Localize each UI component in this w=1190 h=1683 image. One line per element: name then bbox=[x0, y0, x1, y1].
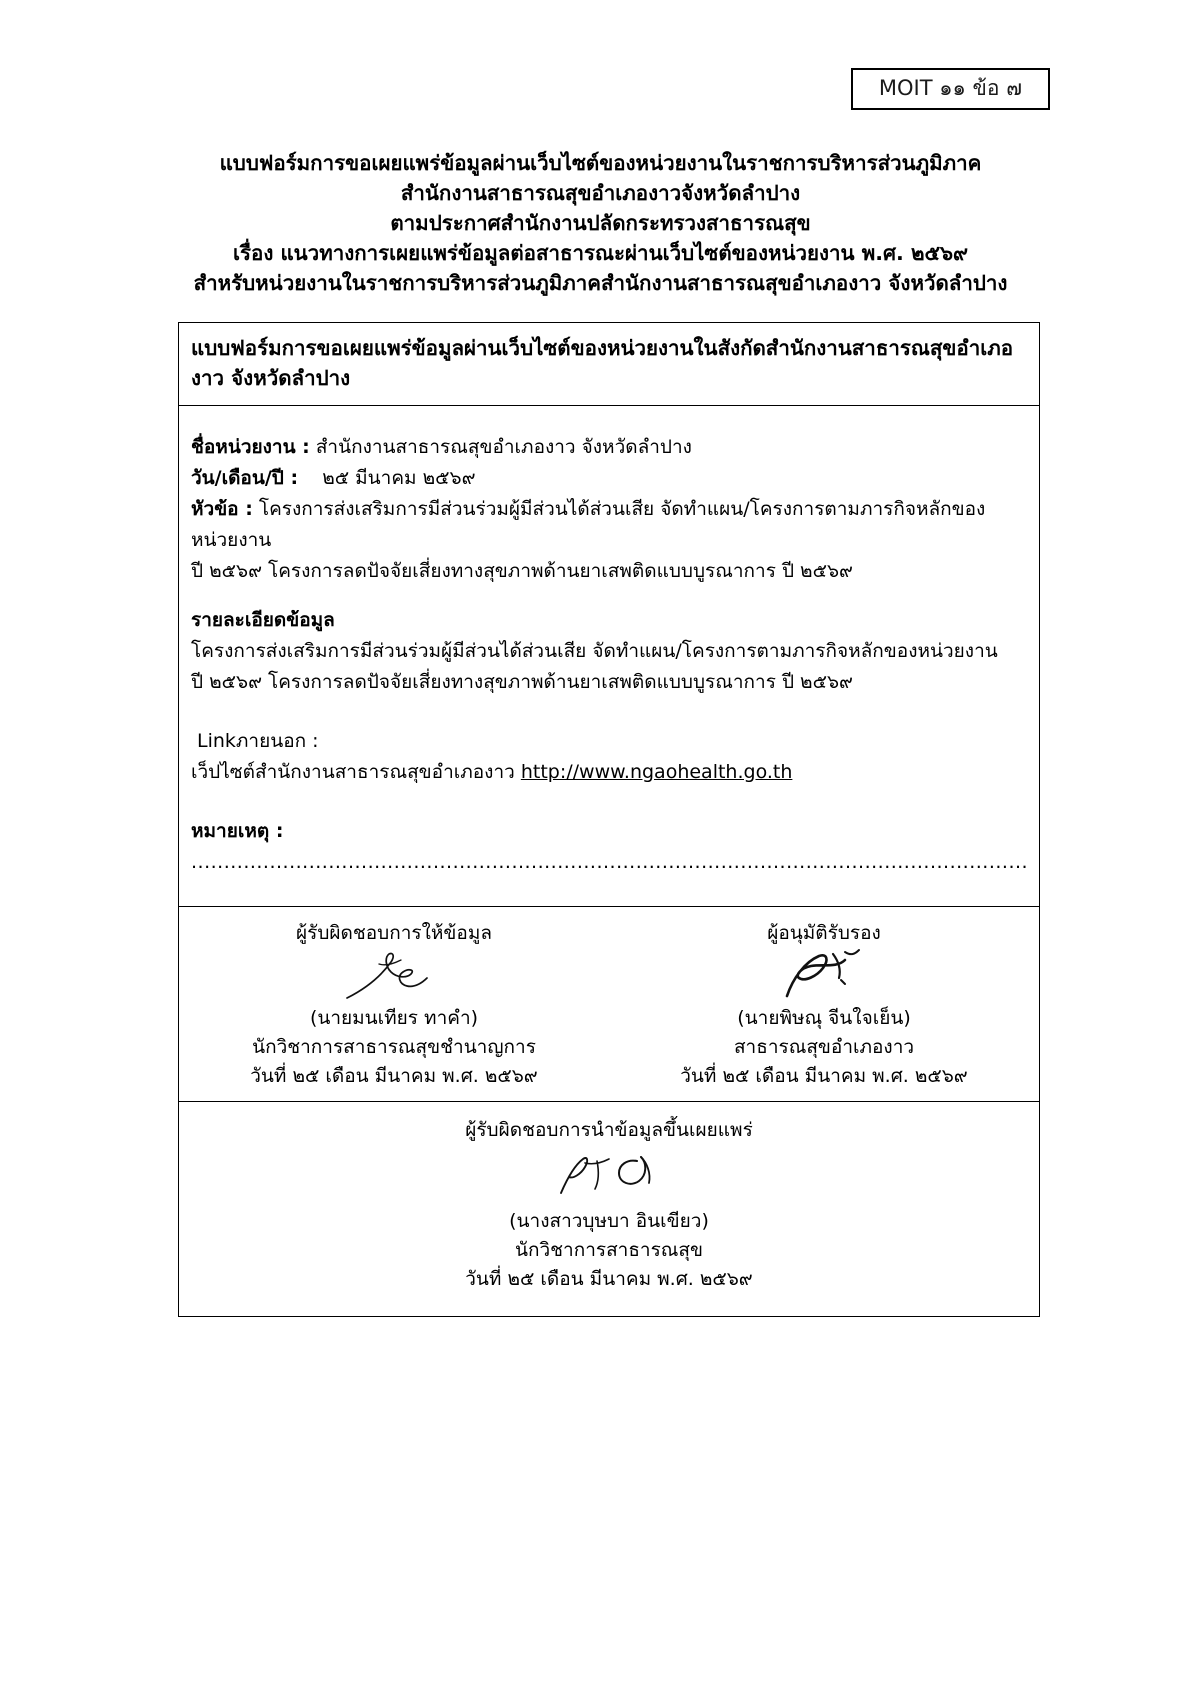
spacer bbox=[191, 878, 1027, 888]
approver-signature-image bbox=[617, 948, 1031, 1004]
document-heading bbox=[178, 148, 1023, 298]
note-label: หมายเหตุ : bbox=[191, 820, 284, 842]
publisher-position: นักวิชาการสาธารณสุข bbox=[514, 1239, 704, 1261]
form-box-title: แบบฟอร์มการขอเผยแพร่ข้อมูลผ่านเว็บไซต์ของหน่วยงานในสังกัดสำนักงานสาธารณสุขอำเภองาว จังหวัดลำปาง bbox=[179, 323, 1039, 406]
external-link-label: Linkภายนอก : bbox=[197, 730, 319, 752]
responsible-position: นักวิชาการสาธารณสุขชำนาญการ bbox=[252, 1036, 536, 1058]
topic-value-line-1: โครงการส่งเสริมการมีส่วนร่วมผู้มีส่วนได้ส่วนเสีย จัดทำแผน/โครงการตามภารกิจหลักของหน่วยงาน bbox=[191, 498, 986, 551]
heading-line-4: เรื่อง แนวทางการเผยแพร่ข้อมูลต่อสาธารณะผ่านเว็บไซต์ของหน่วยงาน พ.ศ. ๒๕๖๙ bbox=[232, 241, 969, 265]
heading-line-2: สำนักงานสาธารณสุขอำเภองาวจังหวัดลำปาง bbox=[400, 181, 801, 205]
publisher-date: วันที่ ๒๕ เดือน มีนาคม พ.ศ. ๒๕๖๙ bbox=[465, 1268, 753, 1290]
responsible-date: วันที่ ๒๕ เดือน มีนาคม พ.ศ. ๒๕๖๙ bbox=[250, 1065, 538, 1087]
moit-tag-label: MOIT ๑๑ ข้อ ๗ bbox=[851, 68, 1050, 110]
spacer bbox=[191, 698, 1027, 726]
publication-request-form bbox=[178, 322, 1040, 1317]
signature-responsible bbox=[179, 907, 609, 1101]
date-field bbox=[191, 463, 1027, 494]
responsible-signature-image bbox=[187, 948, 601, 1004]
date-label: วัน/เดือน/ปี : bbox=[191, 467, 299, 489]
publisher-role-title: ผู้รับผิดชอบการนำข้อมูลขึ้นเผยแพร่ bbox=[465, 1119, 753, 1141]
note-dots: ................................................................................................................................ bbox=[191, 851, 1029, 873]
organization-field bbox=[191, 432, 1027, 463]
moit-tag bbox=[851, 68, 1050, 110]
date-value: ๒๕ มีนาคม ๒๕๖๙ bbox=[322, 467, 476, 489]
organization-label: ชื่อหน่วยงาน : bbox=[191, 436, 310, 458]
topic-label: หัวข้อ : bbox=[191, 498, 253, 520]
heading-line-1: แบบฟอร์มการขอเผยแพร่ข้อมูลผ่านเว็บไซต์ของหน่วยงานในราชการบริหารส่วนภูมิภาค bbox=[219, 151, 982, 175]
spacer bbox=[191, 788, 1027, 816]
topic-field bbox=[191, 494, 1027, 556]
approver-position: สาธารณสุขอำเภองาว bbox=[733, 1036, 915, 1058]
publisher-signature-image bbox=[187, 1145, 1031, 1207]
organization-value: สำนักงานสาธารณสุขอำเภองาว จังหวัดลำปาง bbox=[315, 436, 692, 458]
external-link-url[interactable]: http://www.ngaohealth.go.th bbox=[520, 761, 793, 783]
note-field bbox=[191, 816, 1027, 878]
approver-date: วันที่ ๒๕ เดือน มีนาคม พ.ศ. ๒๕๖๙ bbox=[680, 1065, 968, 1087]
responsible-role-title: ผู้รับผิดชอบการให้ข้อมูล bbox=[296, 922, 492, 944]
approver-role-title: ผู้อนุมัติรับรอง bbox=[767, 922, 881, 944]
detail-line-2: ปี ๒๕๖๙ โครงการลดปัจจัยเสี่ยงทางสุขภาพด้านยาเสพติดแบบบูรณาการ ปี ๒๕๖๙ bbox=[191, 671, 853, 693]
responsible-name: (นายมนเทียร ทาคำ) bbox=[309, 1007, 479, 1029]
signature-publisher bbox=[179, 1102, 1039, 1316]
form-body bbox=[179, 406, 1039, 907]
topic-value-line-2: ปี ๒๕๖๙ โครงการลดปัจจัยเสี่ยงทางสุขภาพด้านยาเสพติดแบบบูรณาการ ปี ๒๕๖๙ bbox=[191, 560, 853, 582]
external-link-line bbox=[191, 757, 1027, 788]
external-link-prefix: เว็ปไซต์สำนักงานสาธารณสุขอำเภองาว bbox=[191, 761, 521, 783]
signature-row bbox=[179, 907, 1039, 1102]
publisher-name: (นางสาวบุษบา อินเขียว) bbox=[509, 1210, 709, 1232]
detail-label: รายละเอียดข้อมูล bbox=[191, 609, 335, 631]
heading-line-3: ตามประกาศสำนักงานปลัดกระทรวงสาธารณสุข bbox=[390, 211, 811, 235]
signature-approver bbox=[609, 907, 1039, 1101]
detail-line-1: โครงการส่งเสริมการมีส่วนร่วมผู้มีส่วนได้ส่วนเสีย จัดทำแผน/โครงการตามภารกิจหลักของหน่วยงาน bbox=[191, 640, 998, 662]
heading-line-5: สำหรับหน่วยงานในราชการบริหารส่วนภูมิภาคสำนักงานสาธารณสุขอำเภองาว จังหวัดลำปาง bbox=[193, 271, 1008, 295]
spacer bbox=[191, 587, 1027, 605]
approver-name: (นายพิษณุ จีนใจเย็น) bbox=[737, 1007, 911, 1029]
